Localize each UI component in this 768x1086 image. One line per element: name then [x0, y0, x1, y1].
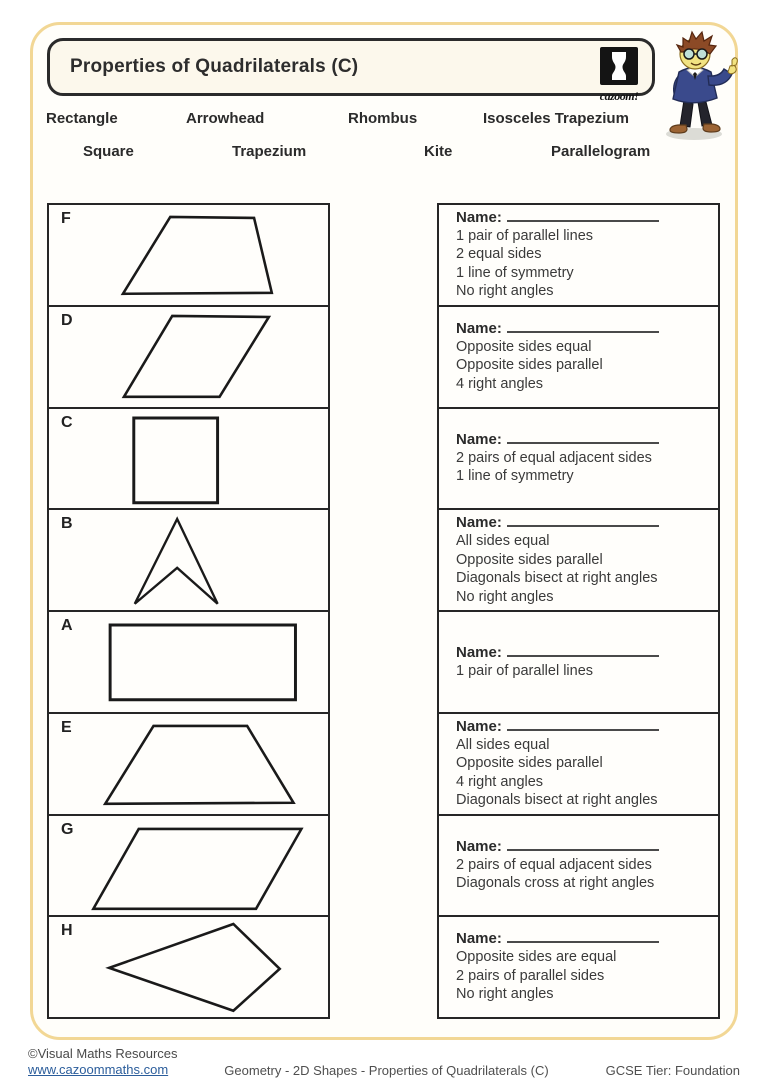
name-label: Name:	[456, 930, 502, 948]
property-list	[456, 449, 712, 486]
properties-box-h	[439, 917, 718, 1017]
shape-row-g	[49, 816, 328, 918]
shape-letter: G	[61, 820, 74, 838]
name-line	[456, 209, 712, 226]
property-line: Diagonals bisect at right angles	[456, 570, 658, 587]
footer-tier-label: GCSE Tier: Foundation	[605, 1063, 740, 1078]
property-line: 1 line of symmetry	[456, 264, 574, 281]
cazoom-logo-text: cazoom!	[599, 89, 639, 103]
properties-box-b	[439, 510, 718, 612]
footer-copyright: ©Visual Maths Resources	[28, 1046, 178, 1061]
name-label: Name:	[456, 837, 502, 855]
name-line	[456, 838, 712, 855]
property-list	[456, 338, 712, 394]
shape-row-e	[49, 714, 328, 816]
shape-row-a	[49, 612, 328, 714]
name-line	[456, 514, 712, 531]
property-line: Opposite sides parallel	[456, 755, 603, 772]
name-answer-blank	[507, 209, 659, 222]
property-line: 4 right angles	[456, 773, 544, 790]
property-line: No right angles	[456, 588, 554, 605]
property-line: Diagonals bisect at right angles	[456, 792, 658, 809]
footer-website-link[interactable]: www.cazoommaths.com	[28, 1062, 169, 1077]
shape-row-b	[49, 510, 328, 612]
property-line: No right angles	[456, 283, 554, 300]
wide-parallelogram-shape	[49, 816, 328, 916]
property-line: All sides equal	[456, 533, 550, 550]
property-line: 4 right angles	[456, 375, 544, 392]
cazoom-logo	[596, 46, 642, 104]
name-answer-blank	[507, 930, 659, 943]
property-line: 2 pairs of equal adjacent sides	[456, 856, 652, 873]
shape-letter: C	[61, 413, 73, 431]
name-answer-blank	[507, 838, 659, 851]
footer-worksheet-path: Geometry - 2D Shapes - Properties of Quadrilaterals (C)	[224, 1063, 549, 1078]
shape-letter: D	[61, 311, 73, 329]
property-line: 2 pairs of parallel sides	[456, 967, 605, 984]
name-label: Name:	[456, 514, 502, 532]
property-list	[456, 856, 712, 893]
property-line: 2 pairs of equal adjacent sides	[456, 449, 652, 466]
property-line: No right angles	[456, 986, 554, 1003]
property-line: Opposite sides parallel	[456, 551, 603, 568]
wordbank-arrowhead: Arrowhead	[186, 110, 265, 127]
shape-letter: E	[61, 718, 72, 736]
properties-box-e	[439, 714, 718, 816]
name-answer-blank	[507, 320, 659, 333]
property-line: 2 equal sides	[456, 246, 542, 263]
name-line	[456, 320, 712, 337]
properties-box-c	[439, 409, 718, 511]
property-list	[456, 227, 712, 301]
properties-box-d	[439, 307, 718, 409]
properties-box-f	[439, 205, 718, 307]
parallelogram-shape	[49, 307, 328, 407]
shape-letter: F	[61, 210, 71, 227]
square-shape	[49, 409, 328, 509]
name-line	[456, 431, 712, 448]
shape-row-c	[49, 409, 328, 511]
shape-row-h	[49, 917, 328, 1017]
wordbank-trapezium: Trapezium	[232, 143, 307, 160]
name-answer-blank	[507, 514, 659, 527]
name-line	[456, 718, 712, 735]
cazoom-logo-icon	[599, 46, 639, 86]
property-line: Opposite sides parallel	[456, 357, 603, 374]
name-label: Name:	[456, 319, 502, 337]
shape-row-d	[49, 307, 328, 409]
trapezium-shape	[49, 205, 328, 305]
property-list	[456, 736, 712, 810]
name-label: Name:	[456, 208, 502, 226]
shape-letter: A	[61, 617, 73, 634]
wordbank-rectangle: Rectangle	[46, 110, 118, 127]
wordbank-parallelogram: Parallelogram	[551, 143, 651, 160]
property-line: Opposite sides are equal	[456, 949, 617, 966]
name-line	[456, 930, 712, 947]
property-list	[456, 662, 712, 681]
properties-box-g	[439, 816, 718, 918]
arrowhead-shape	[49, 510, 328, 610]
name-label: Name:	[456, 430, 502, 448]
properties-table	[437, 203, 720, 1019]
shape-letter: H	[61, 922, 73, 940]
properties-box-a	[439, 612, 718, 714]
title-box	[47, 38, 655, 103]
shape-letter: B	[61, 515, 73, 533]
property-line: 1 line of symmetry	[456, 468, 574, 485]
property-line: All sides equal	[456, 736, 550, 753]
property-line: 1 pair of parallel lines	[456, 227, 594, 244]
property-line: 1 pair of parallel lines	[456, 662, 594, 679]
shapes-table	[47, 203, 330, 1019]
wordbank-square: Square	[83, 143, 134, 160]
mascot-character	[650, 26, 748, 142]
name-line	[456, 644, 712, 661]
name-label: Name:	[456, 643, 502, 661]
name-answer-blank	[507, 718, 659, 731]
rectangle-shape	[49, 612, 328, 712]
wordbank-kite: Kite	[424, 143, 453, 160]
shape-row-f	[49, 205, 328, 307]
kite-shape	[49, 917, 328, 1017]
wordbank-isosceles-trapezium: Isosceles Trapezium	[483, 110, 629, 127]
property-list	[456, 532, 712, 606]
wordbank-rhombus: Rhombus	[348, 110, 418, 127]
name-answer-blank	[507, 431, 659, 444]
name-answer-blank	[507, 644, 659, 657]
page-title: Properties of Quadrilaterals (C)	[70, 56, 359, 77]
name-label: Name:	[456, 717, 502, 735]
property-line: Opposite sides equal	[456, 338, 592, 355]
isosceles-trapezium-shape	[49, 714, 328, 814]
property-list	[456, 948, 712, 1004]
property-line: Diagonals cross at right angles	[456, 875, 655, 892]
